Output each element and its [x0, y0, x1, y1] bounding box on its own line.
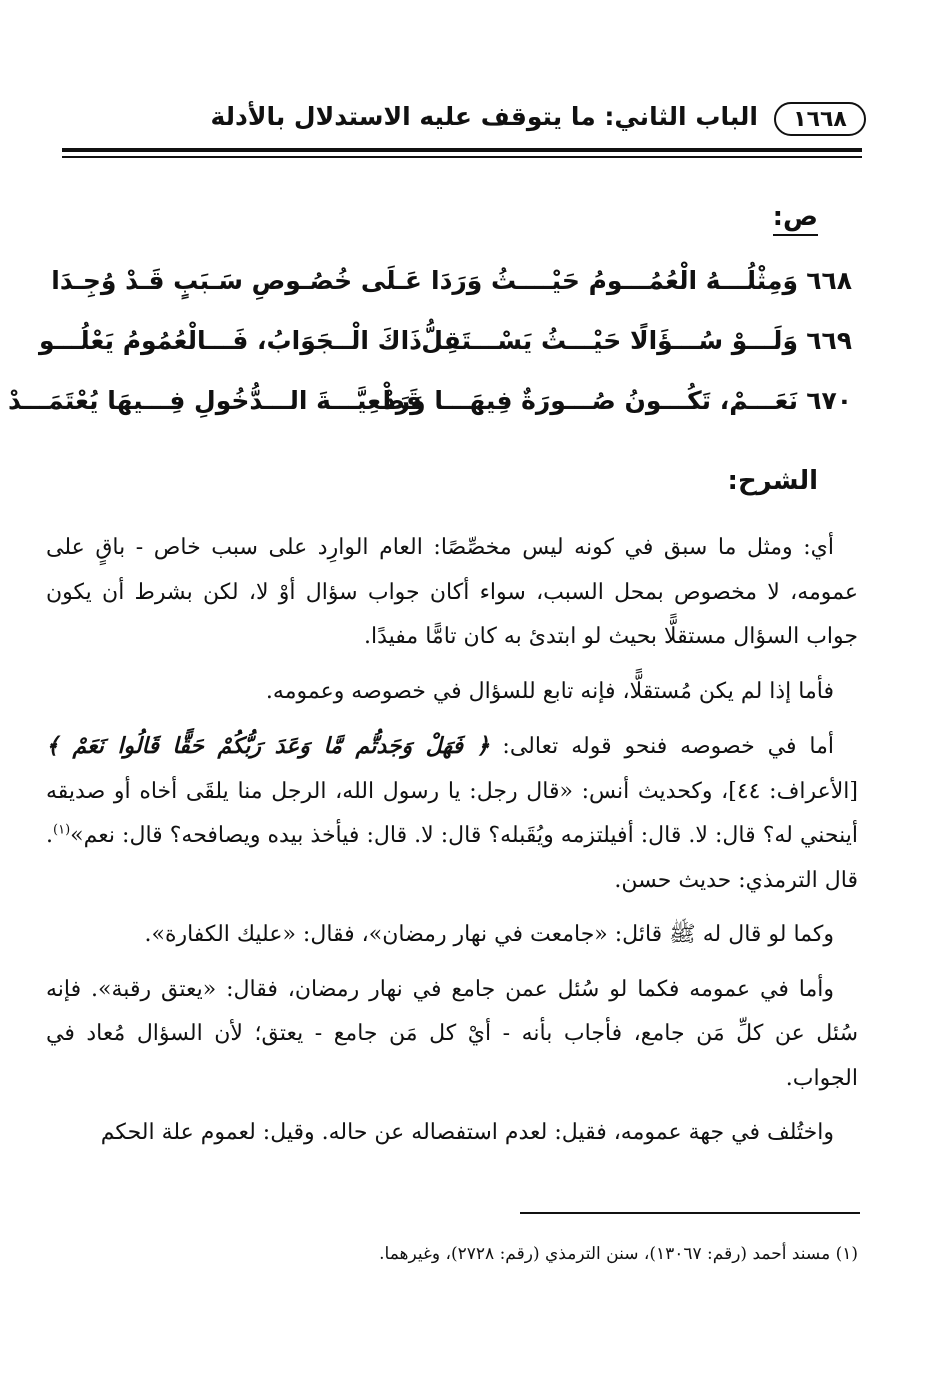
paragraph: وأما في عمومه فكما لو سُئل عمن جامع في نهار رمضان، فقال: «يعتق رقبة». فإنه سُئل عن كلِّ مَن جامع، فأجاب بأنه - أيْ كل مَن جامع - يعتق؛ لأن السؤال مُعاد في الجواب. [46, 976, 859, 1091]
footnote: (١) مسند أحمد (رقم: ١٣٠٦٧)، سنن الترمذي (رقم: ٢٧٢٨)، وغيرهما. [379, 1244, 858, 1264]
verse-second-hemistich: ذَاكَ الْــجَوَابُ، فَـــالْعُمُومُ يَعْلُـــو [38, 326, 422, 355]
header-rule-thin [62, 156, 862, 158]
matn-heading: ص: [773, 202, 818, 236]
hadith-grading: . قال الترمذي: حديث حسن. [46, 823, 858, 893]
page-number: ١٦٦٨ [774, 102, 866, 136]
quran-verse: ﴿ فَهَلْ وَجَدتُّم مَّا وَعَدَ رَبُّكُمْ حَقًّا قَالُوا نَعَمْ ﴾ [46, 733, 490, 759]
verse-row [52, 258, 852, 318]
verse-number: ٦٦٨ [806, 266, 852, 295]
sharh-heading: الشرح: [727, 466, 818, 496]
header-rule [62, 148, 862, 152]
running-title: الباب الثاني: ما يتوقف عليه الاستدلال بالأدلة [210, 102, 758, 131]
verse-number: ٦٧٠ [806, 386, 852, 415]
verse-number: ٦٦٩ [806, 326, 852, 355]
footnote-divider [520, 1212, 860, 1214]
paragraph: فأما إذا لم يكن مُستقلًّا، فإنه تابع للسؤال في خصوصه وعمومه. [265, 678, 834, 704]
verse-second-hemistich: قَطْعِيَّـــةَ الـــدُّخُولِ فِـــيهَا يُعْتَمَـــدْ [7, 386, 422, 415]
verse-first-hemistich: نَعَـــمْ، تَكُـــونُ صُـــورَةٌ فِيهَـــا وَرَدْ [382, 386, 798, 415]
paragraph: أي: ومثل ما سبق في كونه ليس مخصِّصًا: العام الوارِد على سبب خاص - باقٍ على عمومه، لا مخصوص بمحل السبب، سواء أكان جواب سؤال أوْ لا، لكن بشرط أن يكون جواب السؤال مستقلًّا بحيث لو ابتدئ به كان تامًّا مفيدًا. [46, 535, 858, 649]
paragraph-intro: أما في خصوصه فنحو قوله تعالى: [489, 734, 834, 759]
verses-block [7, 258, 852, 438]
paragraph: واختُلف في جهة عمومه، فقيل: لعدم استفصاله عن حاله. وقيل: لعموم علة الحكم [100, 1120, 834, 1145]
paragraph: وكما لو قال له ﷺ قائل: «جامعت في نهار رمضان»، فقال: «عليك الكفارة». [144, 922, 834, 947]
footnote-marker[interactable]: (١) [53, 822, 71, 838]
verse-row [7, 378, 852, 438]
verse-second-hemistich: عَـلَى خُصُـوصِ سَـبَبٍ قَـدْ وُجِـدَا [51, 266, 422, 295]
page-header [58, 98, 866, 144]
verse-first-hemistich: وَلَـــوْ سُـــؤَالًا حَيْـــثُ يَسْـــتَقِلُّ [421, 326, 798, 355]
commentary-body [46, 526, 858, 1166]
verse-first-hemistich: وَمِثْلُـــهُ الْعُمُـــومُ حَيْــــثُ وَرَدَا [431, 266, 798, 295]
hadith-text: [الأعراف: ٤٤]، وكحديث أنس: «قال رجل: يا رسول الله، الرجل منا يلقَى أخاه أو صديقه أينحني له؟ قال: لا. قال: أفيلتزمه ويُقَبله؟ قال: لا. قال: فيأخذ بيده ويصافحه؟ قال: نعم» [46, 778, 858, 848]
paragraph [46, 724, 858, 903]
verse-row [38, 318, 852, 378]
